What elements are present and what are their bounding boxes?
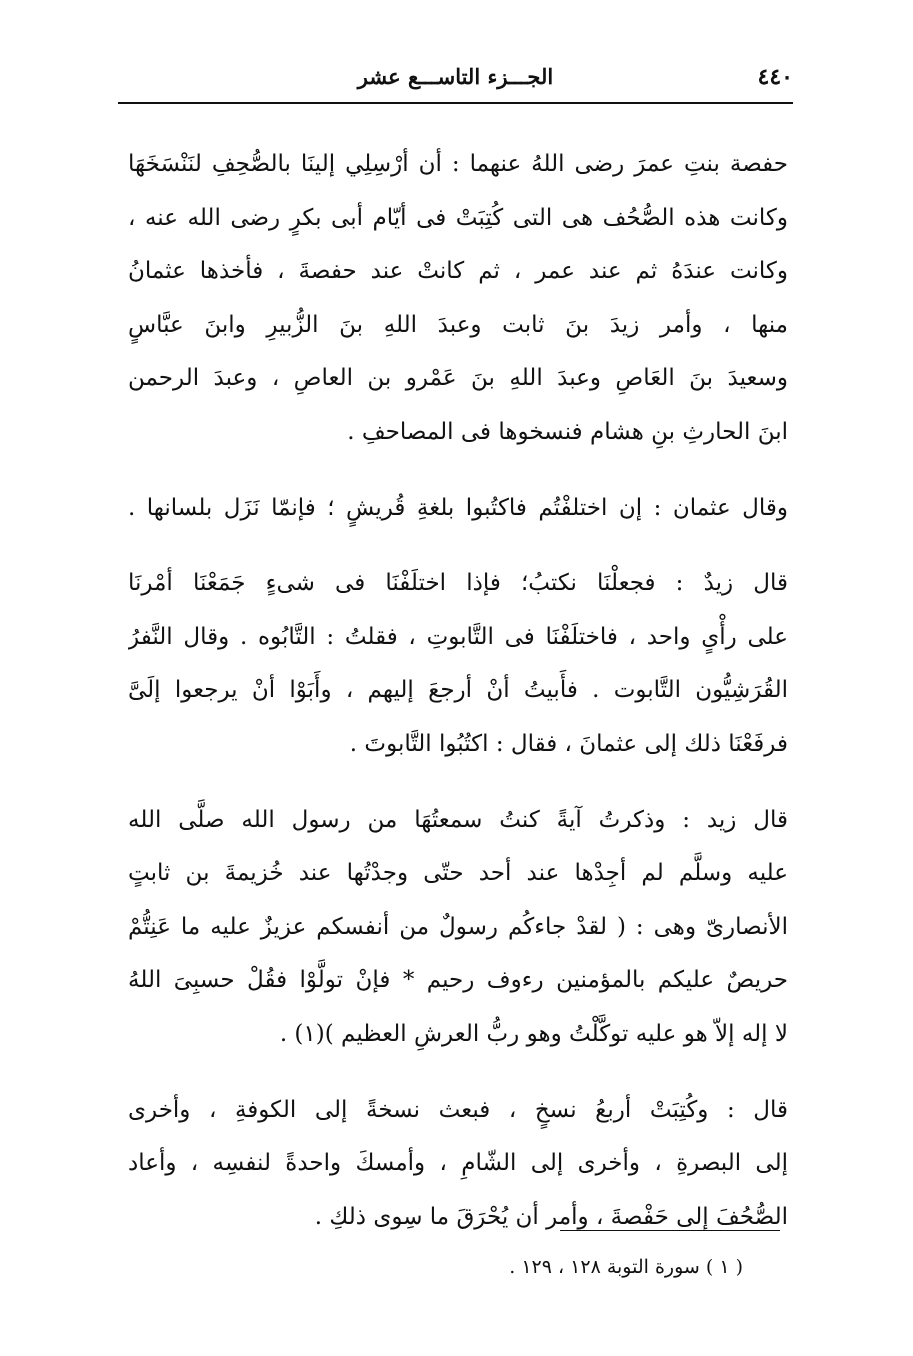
text-line: فرفَعْنَا ذلك إلى عثمانَ ، فقال : اكتُبُوا التَّابوتَ . — [349, 730, 788, 757]
text-line: قال : وكُتِبَتْ أربعُ نسخٍ ، فبعث نسخةً إلى الكوفةِ ، وأخرى — [128, 1096, 788, 1123]
paragraph-5 — [128, 1084, 788, 1245]
paragraph-4 — [128, 794, 788, 1062]
paragraph-2 — [128, 482, 788, 536]
text-line: الصُّحُفَ إلى حَفْصةَ ، وأمر أن يُحْرَقَ ما سِوى ذلكِ . — [314, 1203, 788, 1230]
text-line: ابنَ الحارثِ بنِ هشام فنسخوها فى المصاحفِ . — [347, 418, 788, 445]
text-line: منها ، وأمر زيدَ بنَ ثابت وعبدَ اللهِ بنَ الزُّبيرِ وابنَ عبَّاسٍ — [128, 311, 788, 338]
paragraph-1 — [128, 138, 788, 460]
page-body — [128, 138, 788, 1266]
text-line: حفصة بنتِ عمرَ رضى اللهُ عنهما : أن أرْسِلِي إلينَا بالصُّحِفِ لنَنْسَخَهَا — [128, 151, 788, 177]
running-title: الجـــزء التاســـع عشر — [357, 64, 554, 89]
text-line: على رأْىٍ واحد ، فاختلَفْنَا فى التَّابوتِ ، فقلتُ : التَّابُوه . وقال النَّفرُ — [128, 623, 788, 650]
text-line: وكانت عندَهُ ثم عند عمر ، ثم كانتْ عند حفصةَ ، فأخذها عثمانُ — [128, 258, 788, 285]
text-line: قال زيدٌ : فجعلْنَا نكتبُ؛ فإذا اختلَفْنَا فى شىءٍ جَمَعْنَا أمْرنَا — [128, 570, 788, 597]
paragraph-3 — [128, 557, 788, 771]
text-line: حريصٌ عليكم بالمؤمنين رءوف رحيم * فإنْ تولَّوْا فقُلْ حسبِىَ اللهُ — [128, 967, 788, 994]
text-line: الأنصارىّ وهى : ( لقدْ جاءكُم رسولٌ من أنفسكم عزيزٌ عليه ما عَنِتُّمْ — [128, 913, 788, 940]
text-line: وسعيدَ بنَ العَاصِ وعبدَ اللهِ بنَ عَمْرو بن العاصِ ، وعبدَ الرحمن — [128, 365, 788, 392]
page-header — [118, 58, 793, 104]
footnote: ( ١ ) سورة التوبة ١٢٨ ، ١٢٩ . — [509, 1256, 743, 1278]
text-line: قال زيد : وذكرتُ آيةً كنتُ سمعتُهَا من رسول الله صلَّى الله — [128, 806, 788, 833]
page-number: ٤٤٠ — [757, 64, 793, 90]
text-line: القُرَشِيُّون التَّابوت . فأَبيتُ أنْ أرجعَ إليهم ، وأَبَوْا أنْ يرجعوا إلَىَّ — [128, 677, 788, 704]
text-line: لا إله إلاّ هو عليه توكَّلْتُ وهو ربُّ العرشِ العظيم )(١) . — [279, 1020, 788, 1047]
text-line: إلى البصرةِ ، وأخرى إلى الشّامِ ، وأمسكَ واحدةً لنفسِه ، وأعاد — [128, 1150, 788, 1177]
footnote-separator — [560, 1230, 780, 1231]
text-line: وقال عثمان : إن اختلفْتُم فاكتُبوا بلغةِ قُريشٍ ؛ فإنمّا نَزَل بلسانها . — [128, 494, 788, 521]
text-line: عليه وسلَّم لم أجِدْها عند أحد حتّى وجدْتُها عند خُزيمةَ بن ثابتٍ — [128, 860, 788, 887]
text-line: وكانت هذه الصُّحُف هى التى كُتِبَتْ فى أيّام أبى بكرٍ رضى الله عنه ، — [128, 204, 788, 231]
